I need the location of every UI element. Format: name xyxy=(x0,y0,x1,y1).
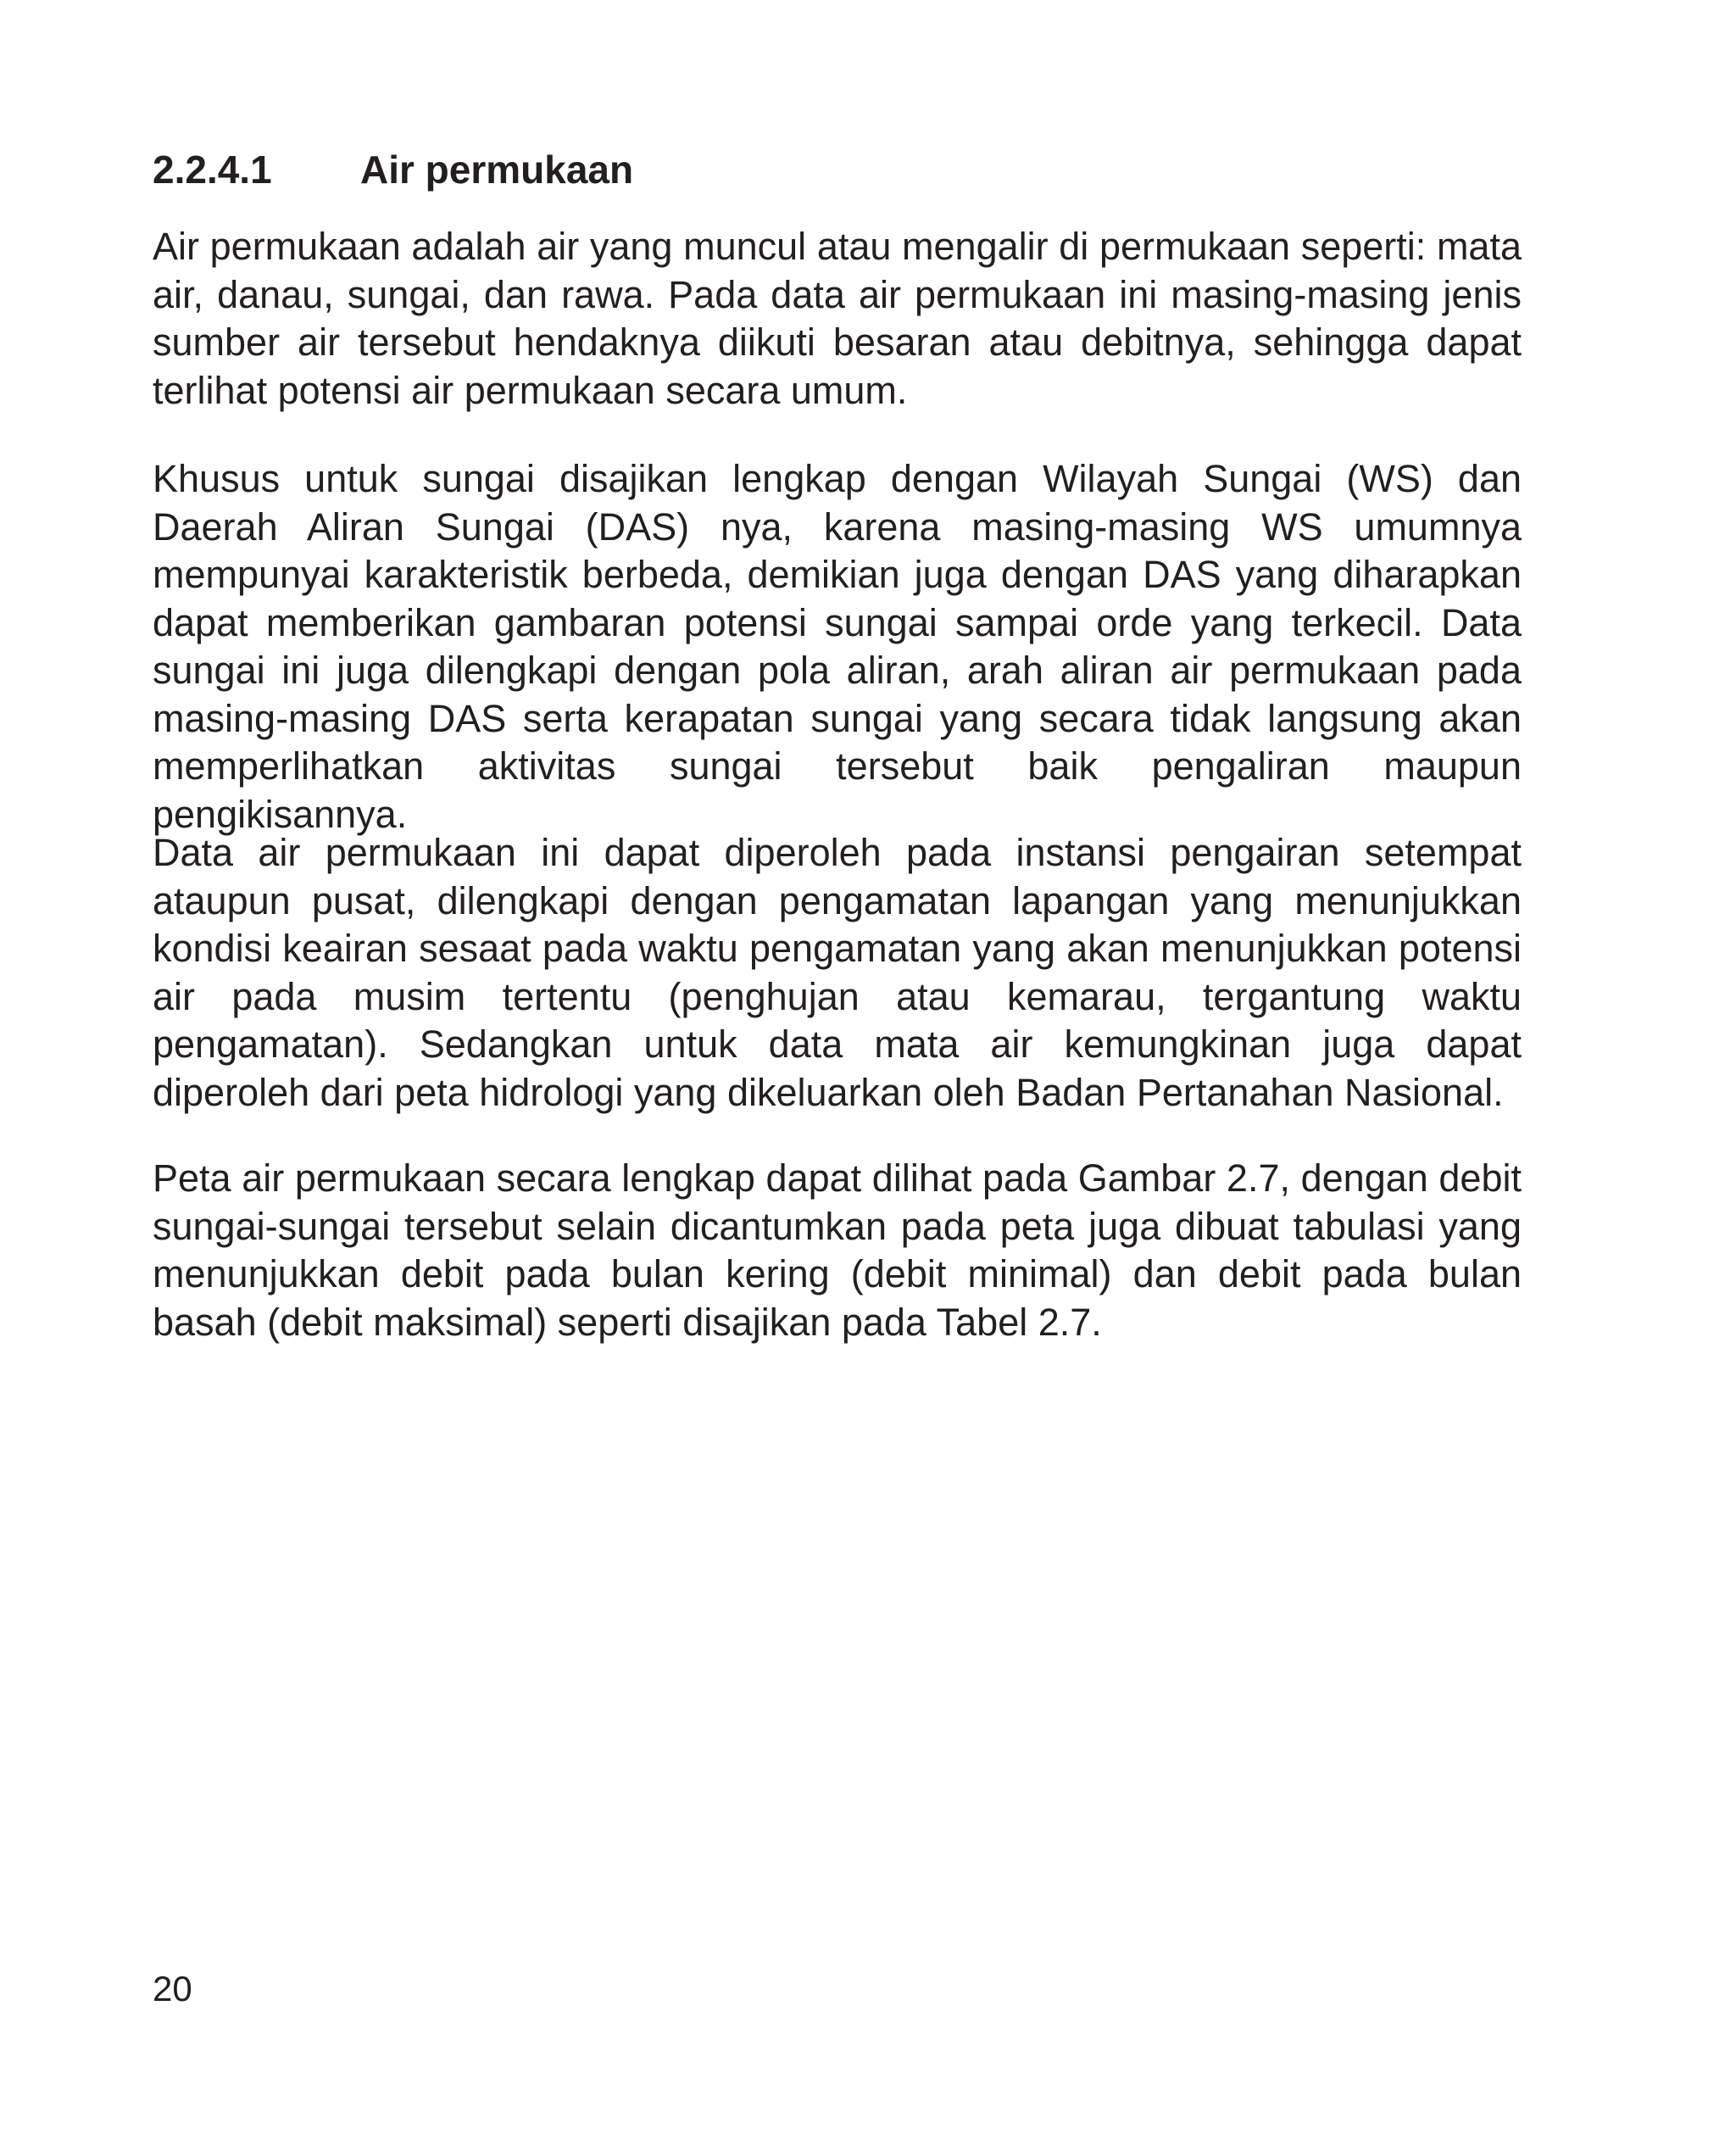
paragraph-text: Air permukaan adalah air yang muncul atau mengalir di permukaan seperti: mata air, danau, sungai, dan rawa. Pada data air permukaan ini masing-masing jenis sumber air tersebut hendaknya diikuti besaran atau debitnya, sehingga dapat terlihat potensi air permukaan secara umum. xyxy=(153,225,1522,412)
paragraph-text: Data air permukaan ini dapat diperoleh pada instansi pengairan setempat ataupun pusat, dilengkapi dengan pengamatan lapangan yang menunjukkan kondisi keairan sesaat pada waktu pengamatan yang akan menunjukkan potensi air pada musim tertentu (penghujan atau kemarau, tergantung waktu pengamatan). Sedangkan untuk data mata air kemungkinan juga dapat diperoleh dari peta hidrologi yang dikeluarkan oleh Badan Pertanahan Nasional. xyxy=(153,831,1522,1114)
section-heading xyxy=(153,144,633,195)
section-title: Air permukaan xyxy=(360,148,634,192)
paragraph-text: Khusus untuk sungai disajikan lengkap dengan Wilayah Sungai (WS) dan Daerah Aliran Sungai (DAS) nya, karena masing-masing WS umumnya mempunyai karakteristik berbeda, demikian juga dengan DAS yang diharapkan dapat memberikan gambaran potensi sungai sampai orde yang terkecil. Data sungai ini juga dilengkapi dengan pola aliran, arah aliran air permukaan pada masing-masing DAS serta kerapatan sungai yang secara tidak langsung akan memperlihatkan aktivitas sungai tersebut baik pengaliran maupun pengikisannya. xyxy=(153,457,1522,836)
section-number: 2.2.4.1 xyxy=(153,148,272,192)
paragraph-2 xyxy=(153,455,1522,838)
paragraph-4 xyxy=(153,1155,1522,1346)
paragraph-3 xyxy=(153,829,1522,1117)
page-number: 20 xyxy=(153,1969,192,2008)
paragraph-text: Peta air permukaan secara lengkap dapat dilihat pada Gambar 2.7, dengan debit sungai-sungai tersebut selain dicantumkan pada peta juga dibuat tabulasi yang menunjukkan debit pada bulan kering (debit minimal) dan debit pada bulan basah (debit maksimal) seperti disajikan pada Tabel 2.7. xyxy=(153,1156,1522,1344)
paragraph-1 xyxy=(153,223,1522,415)
